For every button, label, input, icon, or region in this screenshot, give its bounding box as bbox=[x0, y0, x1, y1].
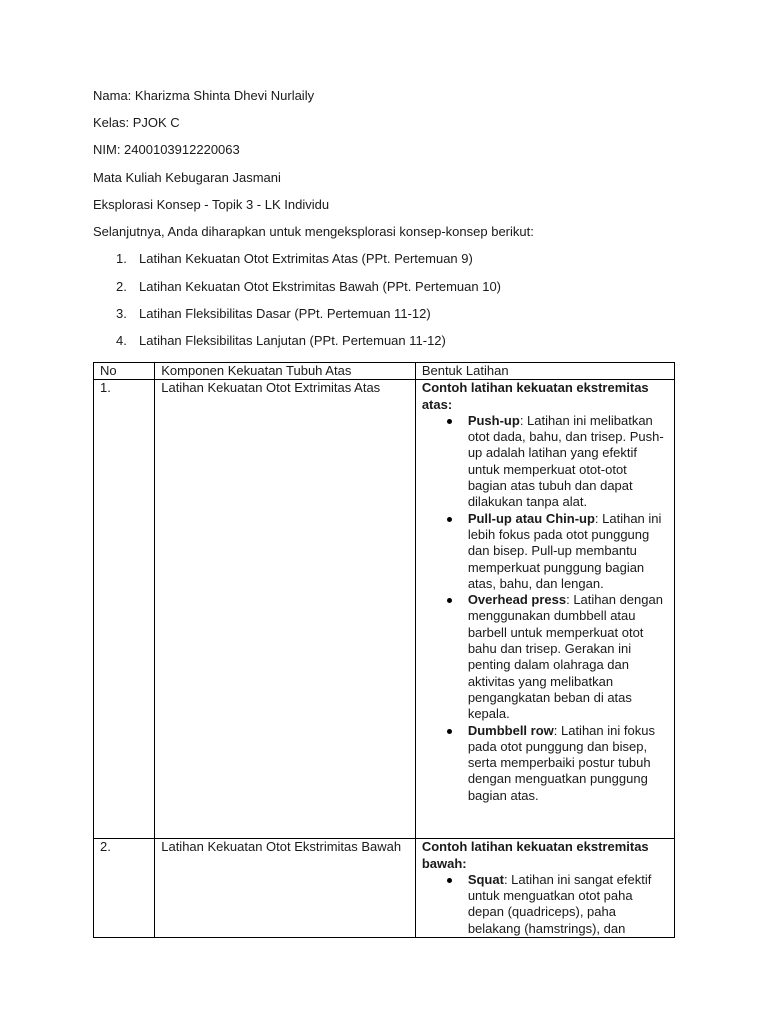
topic-text: Latihan Kekuatan Otot Ekstrimitas Bawah (PPt. Pertemuan 10) bbox=[139, 279, 502, 294]
exercise-list bbox=[422, 413, 668, 804]
header-no: No bbox=[94, 363, 155, 380]
row-bentuk bbox=[415, 839, 674, 938]
topic-item bbox=[116, 306, 431, 322]
row-komponen: Latihan Kekuatan Otot Extrimitas Atas bbox=[155, 380, 416, 839]
row-number: 2. bbox=[94, 839, 155, 938]
table-row bbox=[94, 839, 675, 938]
topic-item bbox=[116, 251, 473, 267]
exercise-list bbox=[422, 872, 668, 937]
row-number: 1. bbox=[94, 380, 155, 839]
student-class: Kelas: PJOK C bbox=[93, 115, 180, 130]
list-item bbox=[422, 592, 668, 722]
topic-number: 4. bbox=[116, 333, 127, 348]
list-item bbox=[422, 723, 668, 804]
list-item bbox=[422, 872, 668, 937]
header-komponen: Komponen Kekuatan Tubuh Atas bbox=[155, 363, 416, 380]
exercise-desc: : Latihan dengan menggunakan dumbbell atau barbell untuk memperkuat otot bahu dan trisep. Gerakan ini penting dalam olahraga dan aktivitas yang melibatkan pengangkatan beban di atas kepala. bbox=[467, 592, 663, 722]
exercise-term: Dumbbell row bbox=[467, 722, 554, 738]
exercise-term: Squat bbox=[467, 871, 504, 887]
topic-number: 1. bbox=[116, 251, 127, 266]
student-name: Nama: Kharizma Shinta Dhevi Nurlaily bbox=[93, 88, 315, 103]
exercise-desc: : Latihan ini fokus pada otot punggung dan bisep, serta memperbaiki postur tubuh dengan menguatkan punggung bagian atas. bbox=[467, 722, 655, 803]
intro-text: Selanjutnya, Anda diharapkan untuk mengeksplorasi konsep-konsep berikut: bbox=[93, 224, 534, 239]
row-bentuk bbox=[415, 380, 674, 839]
assignment-title: Eksplorasi Konsep - Topik 3 - LK Individu bbox=[93, 197, 330, 212]
row-bentuk-title: Contoh latihan kekuatan ekstremitas bawah: bbox=[421, 839, 649, 871]
table-row bbox=[94, 380, 675, 839]
table-header-row bbox=[94, 363, 675, 380]
list-item bbox=[422, 511, 668, 592]
topic-number: 3. bbox=[116, 306, 127, 321]
exercise-term: Overhead press bbox=[467, 592, 567, 608]
exercise-desc: : Latihan ini melibatkan otot dada, bahu, dan trisep. Push-up adalah latihan yang efektif untuk memperkuat otot-otot bagian atas tubuh dan dapat dilakukan tanpa alat. bbox=[467, 412, 664, 510]
course-name: Mata Kuliah Kebugaran Jasmani bbox=[93, 170, 281, 185]
exercise-desc: : Latihan ini lebih fokus pada otot punggung dan bisep. Pull-up membantu memperkuat punggung bagian atas, bahu, dan lengan. bbox=[467, 510, 662, 591]
list-item bbox=[422, 413, 668, 511]
exercise-term: Push-up bbox=[467, 412, 520, 428]
topic-text: Latihan Fleksibilitas Lanjutan (PPt. Pertemuan 11-12) bbox=[139, 333, 446, 348]
row-bentuk-title: Contoh latihan kekuatan ekstremitas atas: bbox=[421, 380, 649, 412]
topic-text: Latihan Kekuatan Otot Extrimitas Atas (PPt. Pertemuan 9) bbox=[139, 251, 473, 266]
exercise-term: Pull-up atau Chin-up bbox=[467, 510, 595, 526]
exercise-desc: : Latihan ini sangat efektif untuk menguatkan otot paha depan (quadriceps), paha belakang (hamstrings), dan bbox=[467, 871, 652, 936]
row-komponen: Latihan Kekuatan Otot Ekstrimitas Bawah bbox=[155, 839, 416, 938]
header-bentuk: Bentuk Latihan bbox=[415, 363, 674, 380]
topic-item bbox=[116, 333, 446, 349]
exercise-table bbox=[93, 362, 675, 938]
student-nim: NIM: 2400103912220063 bbox=[93, 142, 240, 157]
topic-item bbox=[116, 279, 501, 295]
topic-number: 2. bbox=[116, 279, 127, 294]
topic-text: Latihan Fleksibilitas Dasar (PPt. Pertemuan 11-12) bbox=[139, 306, 431, 321]
